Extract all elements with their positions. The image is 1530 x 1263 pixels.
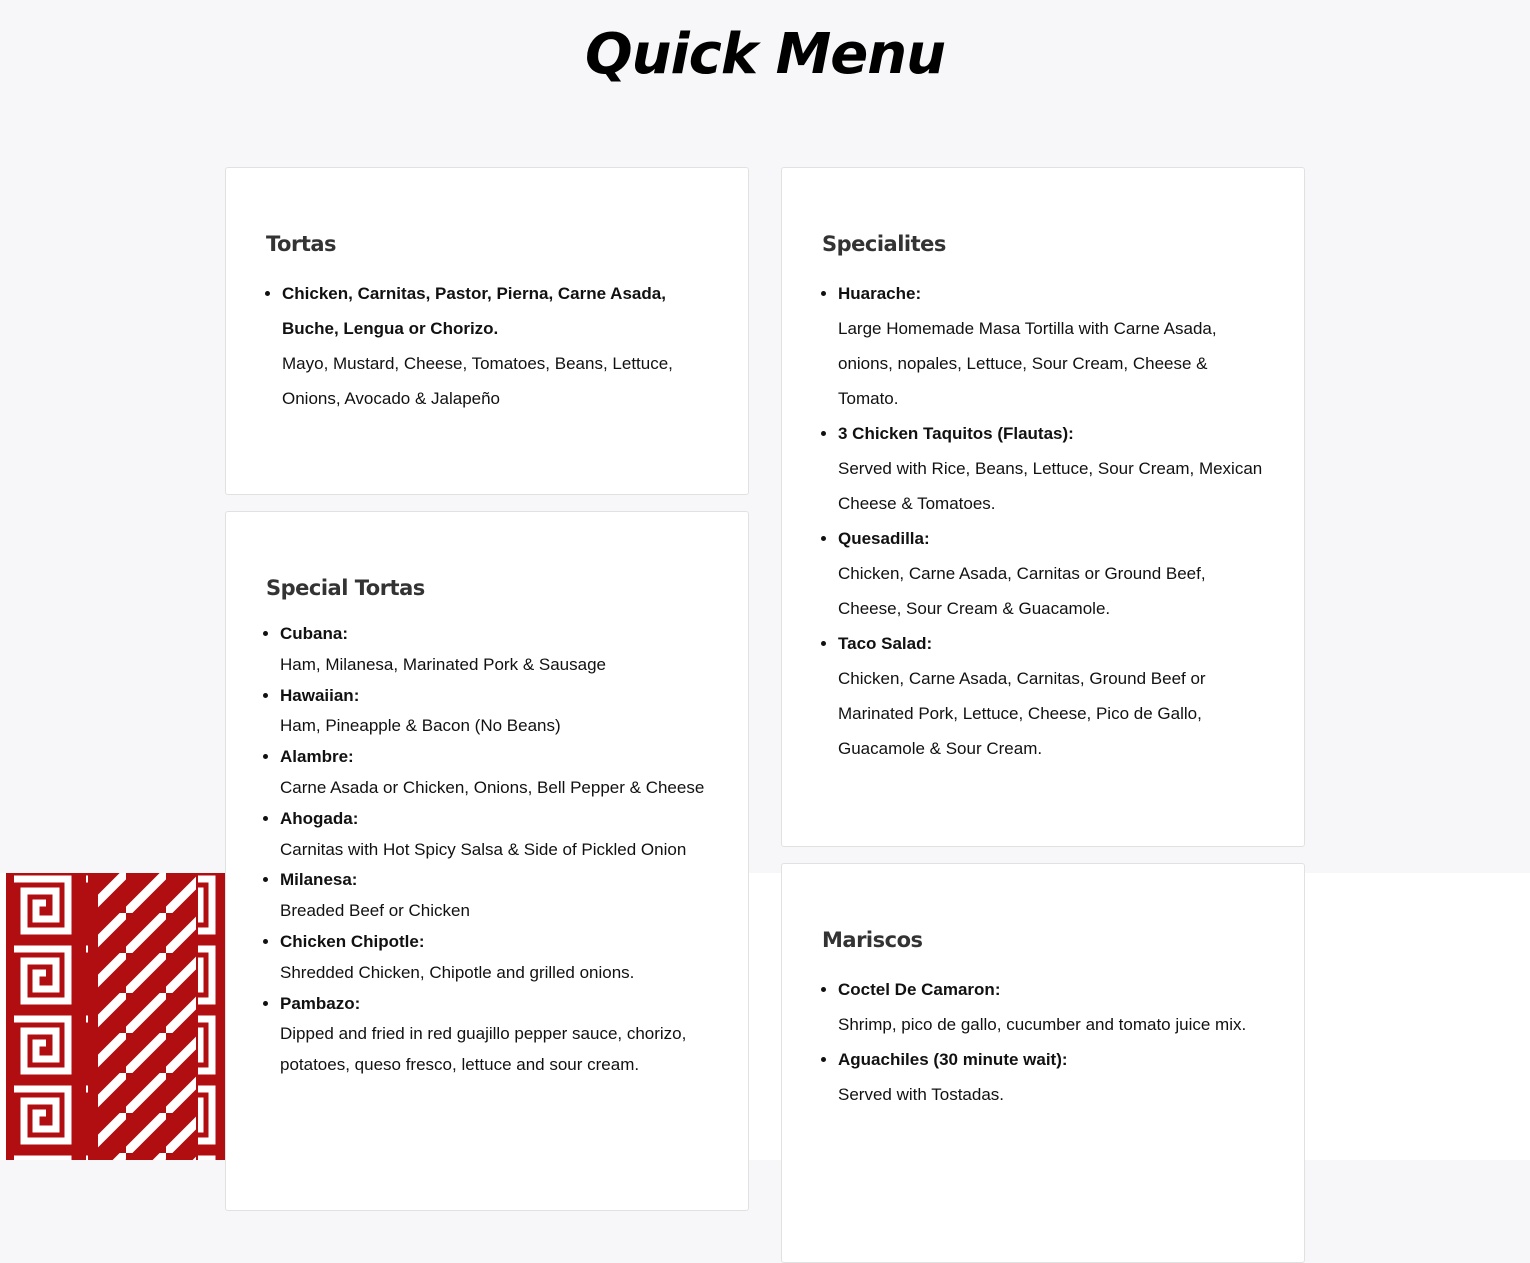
list-item <box>838 521 1264 626</box>
menu-list-tortas <box>282 276 708 416</box>
menu-item-name: • Hawaiian: <box>280 685 360 705</box>
menu-item-name: • Ahogada: <box>280 808 359 828</box>
menu-item-name: • Chicken, Carnitas, Pastor, Pierna, Carne Asada, Buche, Lengua or Chorizo. <box>282 284 666 338</box>
menu-list-mariscos <box>838 972 1264 1112</box>
list-item <box>280 619 708 681</box>
aztec-pattern-icon <box>6 873 225 1160</box>
menu-item-name: • Coctel De Camaron: <box>838 980 1001 999</box>
list-item <box>282 276 708 416</box>
menu-item-desc: Shredded Chicken, Chipotle and grilled onions. <box>280 962 635 982</box>
menu-item-desc: Ham, Pineapple & Bacon (No Beans) <box>280 716 561 736</box>
list-item <box>280 681 708 743</box>
menu-card-tortas <box>225 167 749 495</box>
menu-item-name: • Taco Salad: <box>838 634 933 653</box>
menu-item-name: • Pambazo: <box>280 993 361 1013</box>
menu-item-name: • Quesadilla: <box>838 529 930 548</box>
list-item <box>280 742 708 804</box>
menu-item-desc: Ham, Milanesa, Marinated Pork & Sausage <box>280 654 606 674</box>
menu-item-name: • Milanesa: <box>280 870 358 890</box>
menu-card-special-tortas <box>225 511 749 1211</box>
decorative-pattern <box>6 873 225 1160</box>
page-title: Quick Menu <box>584 22 946 87</box>
menu-list-special-tortas <box>280 619 708 1081</box>
list-item <box>838 972 1264 1042</box>
list-item <box>838 416 1264 521</box>
menu-item-desc: Served with Rice, Beans, Lettuce, Sour Cream, Mexican Cheese & Tomatoes. <box>838 459 1263 513</box>
section-heading-special-tortas: Special Tortas <box>266 576 425 600</box>
menu-item-name: • Huarache: <box>838 284 922 303</box>
menu-item-desc: Breaded Beef or Chicken <box>280 901 470 921</box>
menu-item-name: • Alambre: <box>280 747 354 767</box>
menu-item-desc: Served with Tostadas. <box>838 1085 1004 1104</box>
list-item <box>838 276 1264 416</box>
menu-list-specialites <box>838 276 1264 766</box>
list-item <box>280 927 708 989</box>
menu-card-mariscos <box>781 863 1305 1263</box>
menu-item-desc: Mayo, Mustard, Cheese, Tomatoes, Beans, Lettuce, Onions, Avocado & Jalapeño <box>282 354 673 408</box>
list-item <box>280 989 708 1081</box>
menu-item-name: • Chicken Chipotle: <box>280 931 425 951</box>
list-item <box>838 626 1264 766</box>
list-item <box>280 804 708 866</box>
menu-item-desc: Shrimp, pico de gallo, cucumber and tomato juice mix. <box>838 1015 1247 1034</box>
menu-item-desc: Carne Asada or Chicken, Onions, Bell Pepper & Cheese <box>280 777 705 797</box>
menu-item-name: • Cubana: <box>280 624 348 643</box>
menu-item-desc: Carnitas with Hot Spicy Salsa & Side of Pickled Onion <box>280 839 687 859</box>
menu-item-desc: Chicken, Carne Asada, Carnitas, Ground Beef or Marinated Pork, Lettuce, Cheese, Pico de Gallo, Guacamole & Sour Cream. <box>838 669 1206 758</box>
list-item <box>280 865 708 927</box>
section-heading-specialites: Specialites <box>822 232 946 256</box>
section-heading-tortas: Tortas <box>266 232 337 256</box>
menu-item-desc: Dipped and fried in red guajillo pepper sauce, chorizo, potatoes, queso fresco, lettuce and sour cream. <box>280 1024 687 1075</box>
list-item <box>838 1042 1264 1112</box>
menu-item-desc: Chicken, Carne Asada, Carnitas or Ground Beef, Cheese, Sour Cream & Guacamole. <box>838 564 1206 618</box>
menu-item-name: • Aguachiles (30 minute wait): <box>838 1050 1068 1069</box>
menu-item-desc: Large Homemade Masa Tortilla with Carne Asada, onions, nopales, Lettuce, Sour Cream, Cheese & Tomato. <box>838 319 1217 408</box>
menu-card-specialites <box>781 167 1305 847</box>
section-heading-mariscos: Mariscos <box>822 928 923 952</box>
menu-item-name: • 3 Chicken Taquitos (Flautas): <box>838 424 1074 443</box>
